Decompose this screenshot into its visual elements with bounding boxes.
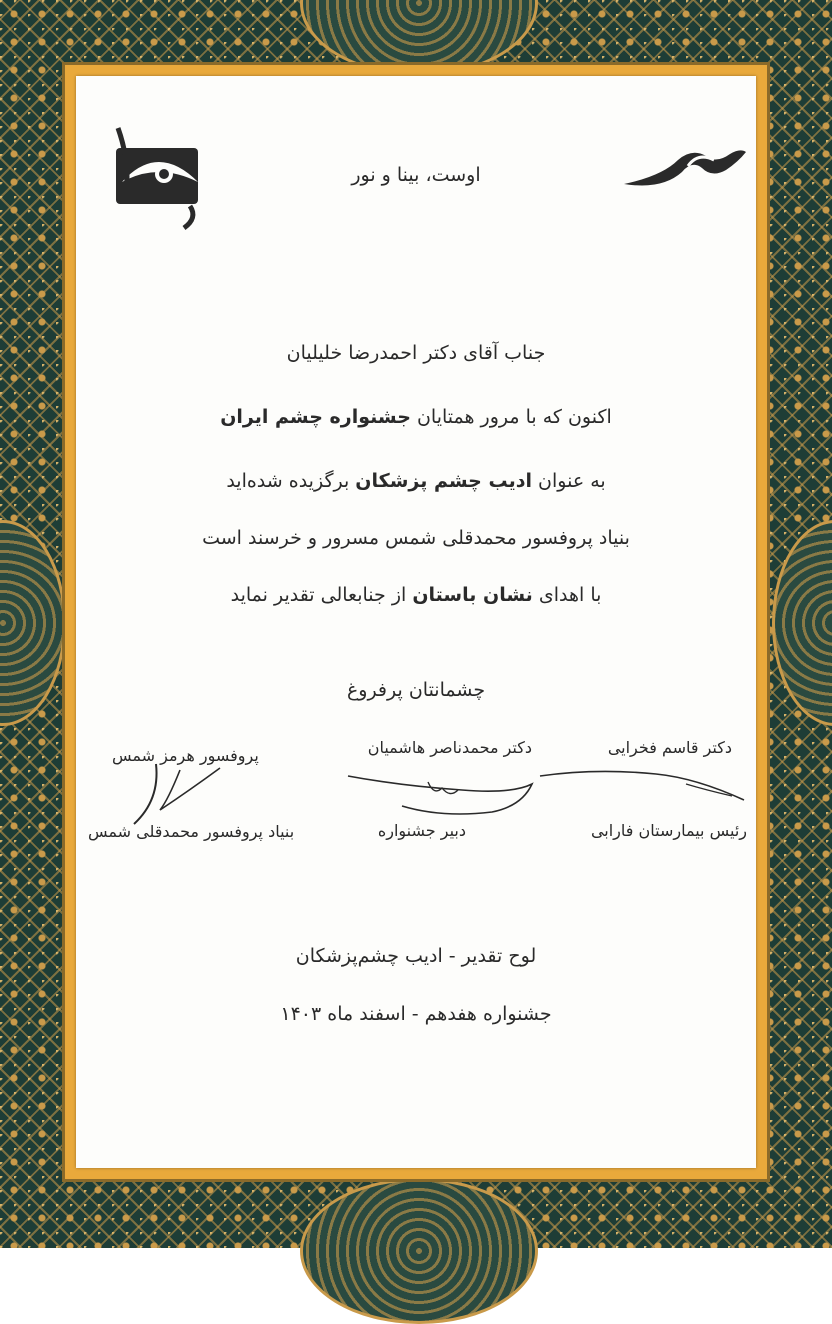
signatory-2-title: دبیر جشنواره <box>377 821 466 840</box>
medal-name: نشان باستان <box>412 584 533 606</box>
signature-2 <box>342 746 542 826</box>
award-title: لوح تقدیر - ادیب چشم‌پزشکان <box>295 945 537 967</box>
body-line-2-pre: به عنوان <box>532 470 606 492</box>
body-line-1 <box>0 406 832 428</box>
signature-1 <box>536 760 752 810</box>
signatory-1-name: دکتر قاسم فخرایی <box>607 738 732 757</box>
signatory-3-name: پروفسور هرمز شمس <box>112 746 259 765</box>
edition-date: جشنواره هفدهم - اسفند ماه ۱۴۰۳ <box>280 1003 552 1025</box>
award-category: ادیب چشم پزشکان <box>355 470 533 492</box>
closing-line: چشمانتان پرفروغ <box>346 679 486 701</box>
signatory-3-title: بنیاد پروفسور محمدقلی شمس <box>88 822 295 841</box>
body-line-4 <box>0 584 832 606</box>
festival-name: جشنواره چشم ایران <box>220 406 411 428</box>
signatory-2-name: دکتر محمدناصر هاشمیان <box>367 738 532 757</box>
motto: اوست، بینا و نور <box>351 164 481 186</box>
body-line-1-text: اکنون که با مرور همتایان <box>410 406 612 428</box>
body-line-2-post: برگزیده شده‌اید <box>226 470 356 492</box>
body-line-3: بنیاد پروفسور محمدقلی شمس مسرور و خرسند است <box>202 527 630 549</box>
signatory-1-title: رئیس بیمارستان فارابی <box>590 821 747 840</box>
body-line-4-post: از جنابعالی تقدیر نماید <box>230 584 413 606</box>
bottom-medallion-ornament <box>300 1178 538 1324</box>
body-line-4-pre: با اهدای <box>532 584 602 606</box>
signature-3 <box>120 760 230 830</box>
addressee: جناب آقای دکتر احمدرضا خلیلیان <box>286 342 546 364</box>
body-line-2 <box>0 470 832 492</box>
